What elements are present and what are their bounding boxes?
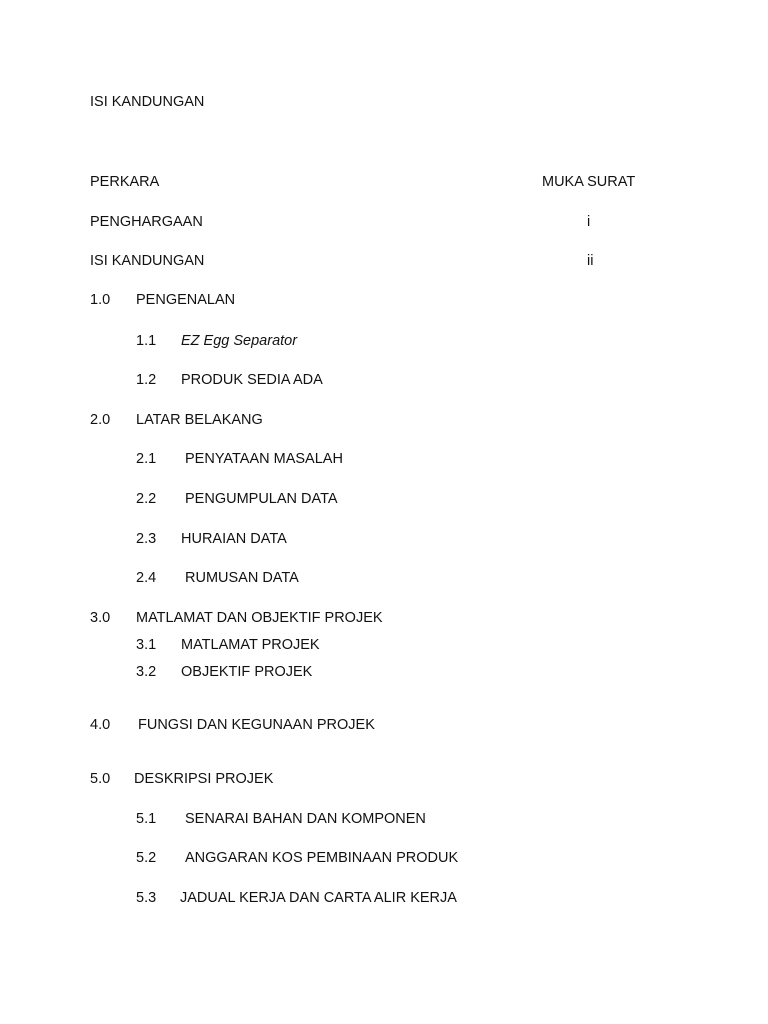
subsection-label: RUMUSAN DATA bbox=[185, 570, 299, 586]
subsection-number: 3.1 bbox=[136, 637, 157, 653]
subsection-label: JADUAL KERJA DAN CARTA ALIR KERJA bbox=[180, 890, 457, 906]
subsection-label: PRODUK SEDIA ADA bbox=[181, 372, 323, 388]
section-label: FUNGSI DAN KEGUNAAN PROJEK bbox=[138, 717, 375, 733]
subsection-number: 5.2 bbox=[136, 850, 157, 866]
section-number: 2.0 bbox=[90, 412, 111, 428]
subsection-label: ANGGARAN KOS PEMBINAAN PRODUK bbox=[185, 850, 459, 866]
subsection-number: 1.2 bbox=[136, 372, 157, 388]
subsection-label: EZ Egg Separator bbox=[181, 333, 298, 349]
subsection-number: 2.3 bbox=[136, 531, 157, 547]
toc-entry-label: PENGHARGAAN bbox=[90, 214, 203, 230]
subsection-number: 3.2 bbox=[136, 664, 157, 680]
section-number: 5.0 bbox=[90, 771, 111, 787]
subsection-number: 2.2 bbox=[136, 491, 157, 507]
section-label: DESKRIPSI PROJEK bbox=[134, 771, 274, 787]
toc-entry-page: i bbox=[587, 214, 591, 230]
section-label: MATLAMAT DAN OBJEKTIF PROJEK bbox=[136, 610, 383, 626]
subsection-label: PENYATAAN MASALAH bbox=[185, 451, 343, 467]
subsection-label: OBJEKTIF PROJEK bbox=[181, 664, 313, 680]
section-label: LATAR BELAKANG bbox=[136, 412, 263, 428]
column-header-perkara: PERKARA bbox=[90, 174, 160, 190]
subsection-label: PENGUMPULAN DATA bbox=[185, 491, 338, 507]
subsection-number: 2.4 bbox=[136, 570, 157, 586]
subsection-number: 1.1 bbox=[136, 333, 157, 349]
subsection-label: HURAIAN DATA bbox=[181, 531, 287, 547]
column-header-muka-surat: MUKA SURAT bbox=[542, 174, 636, 190]
subsection-number: 5.3 bbox=[136, 890, 157, 906]
subsection-label: MATLAMAT PROJEK bbox=[181, 637, 320, 653]
section-number: 1.0 bbox=[90, 292, 111, 308]
document-title: ISI KANDUNGAN bbox=[90, 94, 205, 110]
subsection-label: SENARAI BAHAN DAN KOMPONEN bbox=[185, 811, 426, 827]
toc-entry-page: ii bbox=[587, 253, 594, 269]
subsection-number: 5.1 bbox=[136, 811, 157, 827]
section-number: 3.0 bbox=[90, 610, 111, 626]
section-number: 4.0 bbox=[90, 717, 111, 733]
section-label: PENGENALAN bbox=[136, 292, 236, 308]
subsection-number: 2.1 bbox=[136, 451, 157, 467]
toc-entry-label: ISI KANDUNGAN bbox=[90, 253, 205, 269]
